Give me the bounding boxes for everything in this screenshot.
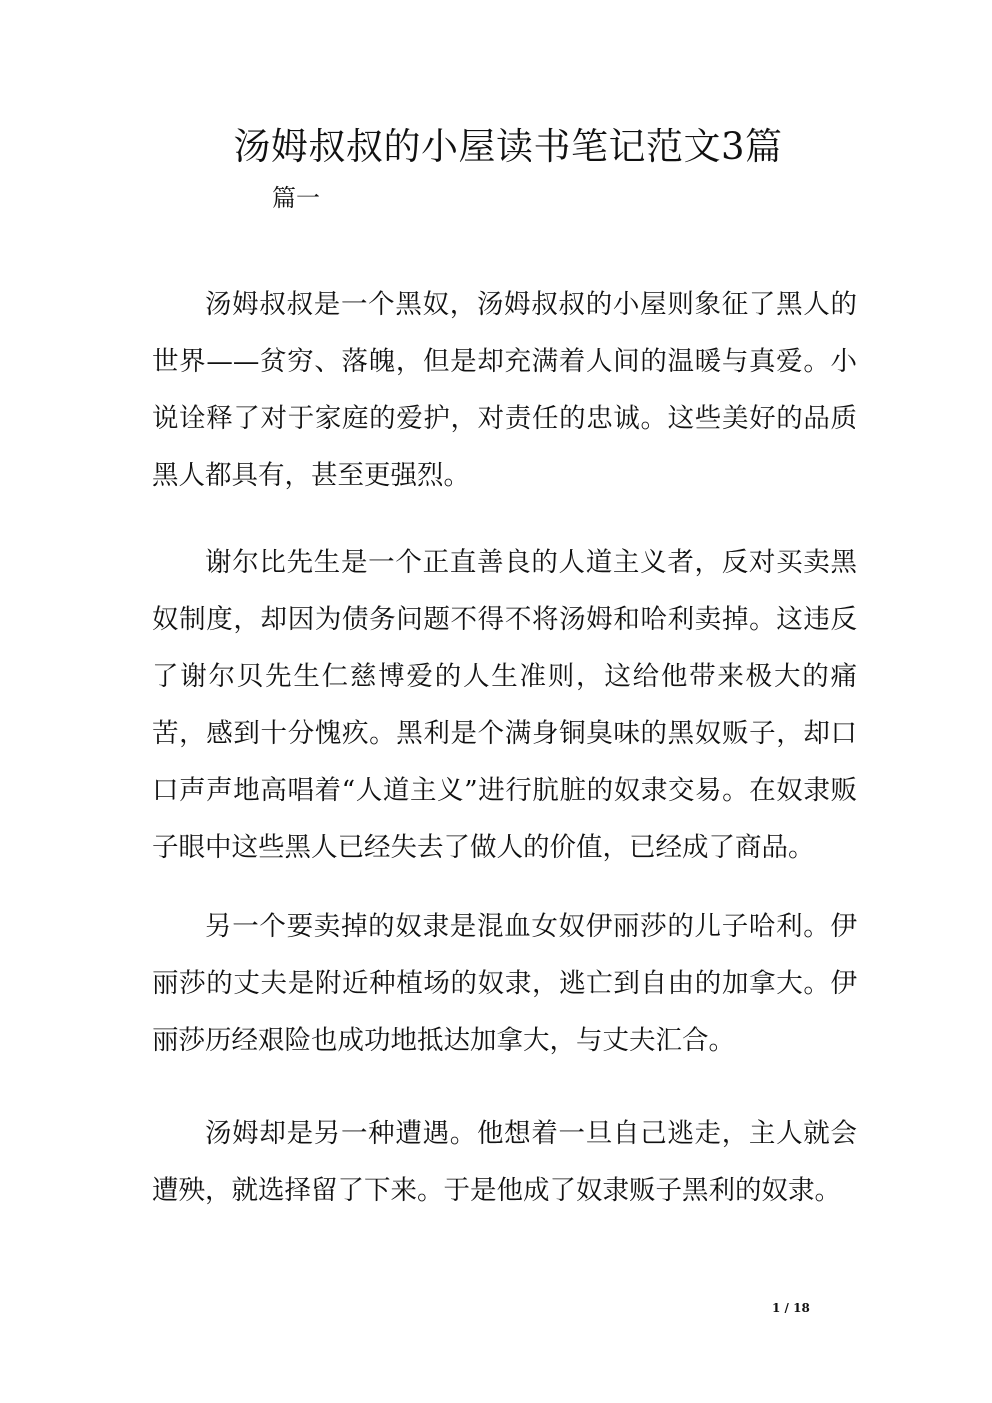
page-number: 1 / 18 bbox=[772, 1301, 810, 1315]
document-title: 汤姆叔叔的小屋读书笔记范文3篇 bbox=[233, 125, 783, 168]
paragraph-1: 汤姆叔叔是一个黑奴，汤姆叔叔的小屋则象征了黑人的世界——贫穷、落魄，但是却充满着人间的温暖与真爱。小说诠释了对于家庭的爱护，对责任的忠诚。这些美好的品质黑人都具有，甚至更强烈。 bbox=[152, 289, 857, 491]
paragraph-4: 汤姆却是另一种遭遇。他想着一旦自己逃走，主人就会遭殃，就选择留了下来。于是他成了奴隶贩子黑利的奴隶。 bbox=[152, 1118, 857, 1206]
paragraph-3: 另一个要卖掉的奴隶是混血女奴伊丽莎的儿子哈利。伊丽莎的丈夫是附近种植场的奴隶，逃亡到自由的加拿大。伊丽莎历经艰险也成功地抵达加拿大，与丈夫汇合。 bbox=[152, 911, 857, 1056]
paragraph-2: 谢尔比先生是一个正直善良的人道主义者，反对买卖黑奴制度，却因为债务问题不得不将汤姆和哈利卖掉。这违反了谢尔贝先生仁慈博爱的人生准则，这给他带来极大的痛苦，感到十分愧疚。黑利是个满身铜臭味的黑奴贩子，却口口声声地高唱着“人道主义”进行肮脏的奴隶交易。在奴隶贩子眼中这些黑人已经失去了做人的价值，已经成了商品。 bbox=[152, 547, 857, 863]
section-label: 篇一 bbox=[272, 184, 320, 212]
